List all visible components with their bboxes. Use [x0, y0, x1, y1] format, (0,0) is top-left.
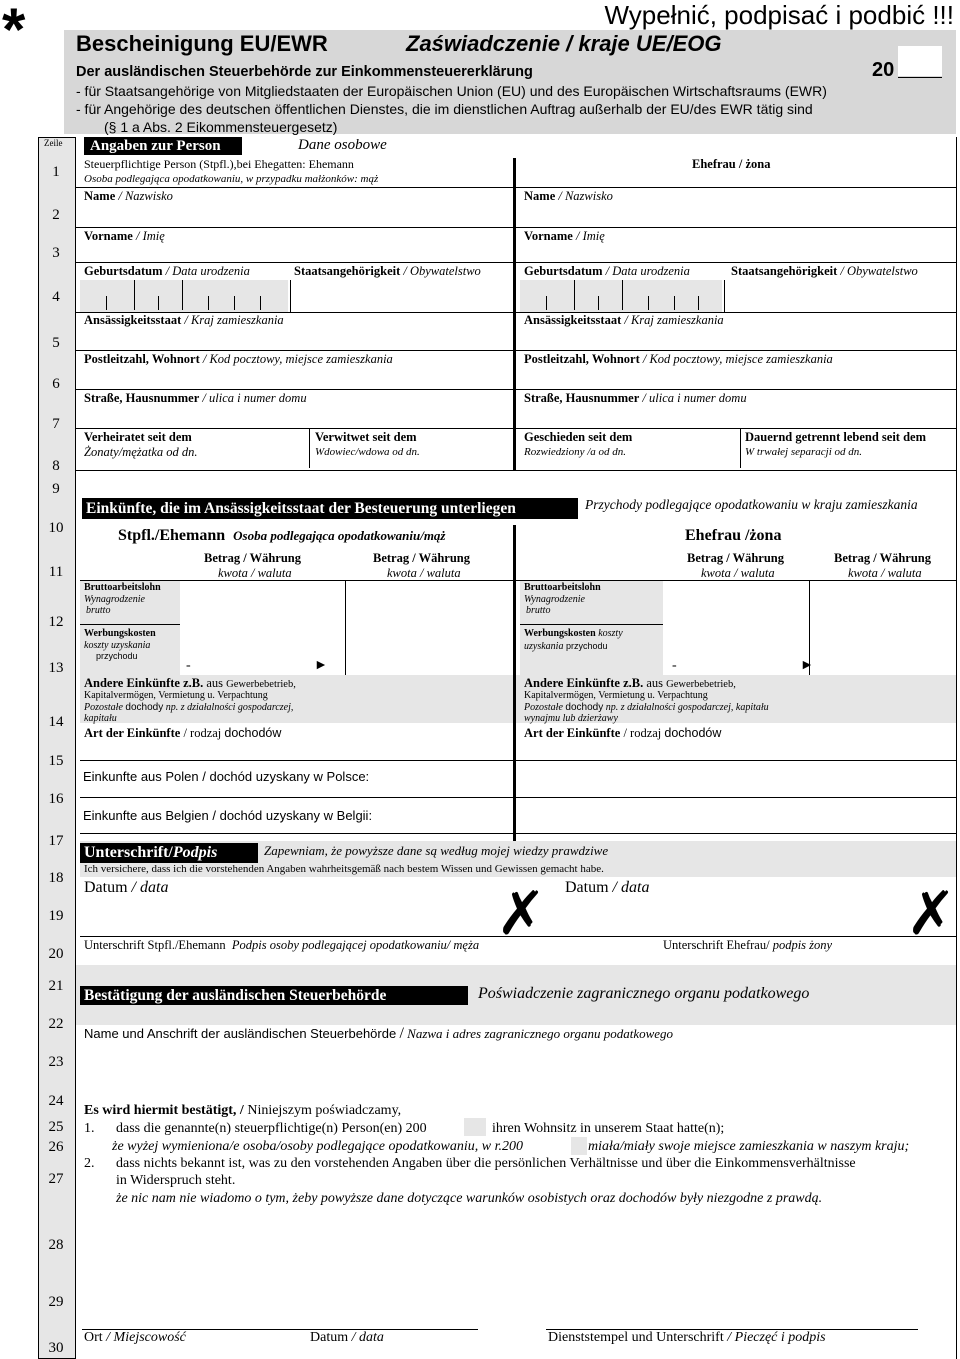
row-number: 27 [48, 1171, 64, 1187]
status-divider [740, 428, 741, 468]
other-income-pl2: np. z działalności gospodarczej, kapitału [605, 702, 769, 713]
birth-label-de: Geburtsdatum [84, 264, 163, 278]
other-income-aus: aus [646, 676, 664, 690]
item1-de-b: ihren Wohnsitz in unserem Staat hatte(n); [492, 1121, 725, 1136]
item2-number: 2. [84, 1156, 95, 1171]
nation-label-left [294, 264, 481, 279]
costs-amount-field[interactable] [666, 626, 806, 656]
residence-field-husband[interactable] [80, 329, 510, 349]
item1-pl-b: miała/miały swoje miejsce zamieszkania w naszym kraju; [588, 1139, 910, 1154]
street-label-de: Straße, Hausnummer [84, 391, 200, 405]
row-line [76, 227, 956, 228]
date-label-husband [84, 879, 168, 897]
amount-label-pl: kwota / waluta [218, 566, 292, 580]
residence-label-pl: / Kraj zamieszkania [624, 313, 724, 327]
confirm-intro [84, 1103, 401, 1119]
residence-label-de: Ansässigkeitsstaat [524, 313, 622, 327]
stamp-pl: / Pieczęć i podpis [727, 1330, 826, 1345]
married-label-pl: Żonaty/mężatka od dn. [84, 445, 198, 459]
gross-amount-field[interactable] [666, 582, 806, 622]
gross-currency-field[interactable] [352, 582, 510, 622]
minus-sign: - [672, 658, 677, 673]
income-wife-label: Ehefrau /żona [685, 527, 782, 544]
row-number: 11 [48, 564, 64, 580]
postal-label-de: Postleitzahl, Wohnort [84, 352, 200, 366]
income-type-field-husband[interactable] [80, 742, 510, 760]
row-number: 21 [48, 978, 64, 994]
postal-label-left [84, 352, 393, 367]
row-number: 8 [52, 458, 60, 474]
row-line [76, 428, 956, 429]
row-line [76, 262, 956, 263]
bullet-law-ref: (§ 1 a Abs. 2 Eikommensteuergesetz) [104, 119, 338, 135]
row-number: 13 [48, 660, 64, 676]
arrow-icon: ► [314, 658, 328, 673]
name-label-right [524, 189, 613, 204]
amount-label: Betrag / Währung [204, 551, 301, 565]
income-header [82, 498, 578, 519]
divorced-label-pl: Rozwiedziony /a od dn. [524, 446, 627, 458]
postal-label-de: Postleitzahl, Wohnort [524, 352, 640, 366]
name-field-wife[interactable] [520, 205, 950, 227]
date-tick [648, 296, 649, 310]
costs-label-pl: koszty [598, 628, 623, 639]
row-line [80, 624, 180, 625]
stamp-label [548, 1330, 826, 1346]
status-divider [309, 428, 310, 468]
row-number: 28 [48, 1237, 64, 1253]
signature-husband-pl: Podpis osoby podlegającej opodatkowaniu/ męża [231, 938, 480, 952]
other-income-aus: aus [206, 676, 224, 690]
other-income-pl3: wynajmu lub dzierżawy [524, 713, 618, 724]
row-number: 19 [48, 908, 64, 924]
gross-label-pl1: Wynagrodzenie [524, 594, 585, 605]
income-type-label [84, 726, 281, 741]
other-income-pl2: np. z działalności gospodarczej, [165, 702, 294, 713]
other-income-de3: Kapitalvermögen, Vermietung u. Verpachtung [84, 690, 268, 701]
row-number: 17 [48, 833, 64, 849]
item1-number: 1. [84, 1121, 95, 1136]
birth-nation-divider [724, 280, 725, 312]
costs-currency-field[interactable] [352, 626, 510, 656]
authority-name-slash: / [399, 1025, 404, 1042]
row-number: 22 [48, 1016, 64, 1032]
other-income-pl3: kapitału [84, 713, 117, 724]
costs-label-pl2: przychodu [565, 641, 608, 651]
postal-field-wife[interactable] [520, 368, 950, 388]
belgium-income-label: Einkunfte aus Belgien / dochód uzyskany w Belgii: [83, 808, 373, 823]
asterisk-mark: * [2, 0, 26, 63]
date-tick [106, 296, 107, 310]
row-number: 10 [48, 520, 64, 536]
residence-label-pl: / Kraj zamieszkania [184, 313, 284, 327]
bullet-eu: - für Staatsangehörige von Mitgliedstaaten der Europäischen Union (EU) und des Europäischen Wirtschaftsraums (EWR) [76, 83, 827, 99]
birth-label-pl: / Data urodzenia [165, 264, 250, 278]
confirm-pl: Niniejszym poświadczamy, [247, 1103, 402, 1118]
birthdate-field-husband[interactable] [80, 280, 288, 312]
residence-label-de: Ansässigkeitsstaat [84, 313, 182, 327]
costs-label: Werbungskosten [84, 628, 156, 639]
row-number: 4 [52, 289, 60, 305]
row-line [76, 187, 956, 188]
income-type-pl2: dochodów [664, 726, 722, 740]
other-income-de3: Kapitalvermögen, Vermietung u. Verpachtung [524, 690, 708, 701]
costs-label-pl1: koszty uzyskania [84, 640, 151, 651]
income-divider [513, 525, 516, 841]
other-income-pl1: Pozostałe [524, 702, 563, 713]
row-number: 23 [48, 1054, 64, 1070]
date-label-de: Datum [565, 879, 609, 896]
date-label-wife [565, 879, 649, 897]
other-income-de: Andere Einkünfte z.B. [84, 676, 204, 690]
income-type-pl: / rodzaj [623, 726, 662, 740]
name-label-de: Name [84, 189, 116, 203]
date-tick [260, 296, 261, 310]
row-number: 12 [48, 614, 64, 630]
income-type-pl: / rodzaj [183, 726, 222, 740]
bullet-public-service: - für Angehörige des deutschen öffentlichen Dienstes, die im dienstlichen Auftrag außerhalb der EU/des EWR tätig sind [76, 101, 813, 117]
confirm-de: Es wird hiermit bestätigt, / [84, 1103, 244, 1118]
signature-x-icon: ✗ [906, 879, 957, 949]
residence-label-right [524, 313, 724, 328]
amount-label: Betrag / Währung [834, 551, 931, 565]
nation-label-de: Staatsangehörigkeit [731, 264, 838, 278]
authority-header-pl: Poświadczenie zagranicznego organu podatkowego [478, 985, 810, 1002]
date-tick [598, 296, 599, 310]
row-number: 16 [48, 791, 64, 807]
row-number: 15 [48, 753, 64, 769]
date-tick [182, 280, 183, 310]
nationality-field-husband[interactable] [292, 280, 510, 312]
authority-name-de: Name und Anschrift der ausländischen Steuerbehörde [84, 1026, 397, 1041]
place-de: Ort [84, 1330, 103, 1345]
signature-husband-de: Unterschrift Stpfl./Ehemann [84, 938, 226, 952]
nation-label-pl: / Obywatelstwo [403, 264, 481, 278]
vorname-field-wife[interactable] [520, 245, 950, 263]
item2-pl: że nic nam nie wiadomo o tym, żeby powyższe dane dotyczące warunków osobistych oraz dochodów były niezgodne z prawdą. [116, 1191, 823, 1206]
costs-currency-field[interactable] [812, 626, 952, 656]
item1-de-a: dass die genannte(n) steuerpflichtige(n) Person(en) 200 [116, 1121, 427, 1136]
form-right-border [956, 137, 957, 1359]
date-label-pl: / data [131, 879, 169, 896]
income-type-de: Art der Einkünfte [84, 726, 181, 740]
authority-date-de: Datum [310, 1330, 349, 1345]
vorname-label-pl: / Imię [135, 229, 165, 243]
row-line [520, 624, 663, 625]
authority-date-label [310, 1330, 384, 1346]
date-tick [234, 296, 235, 310]
date-tick [622, 280, 623, 310]
name-label-pl: / Nazwisko [558, 189, 613, 203]
postal-label-right [524, 352, 833, 367]
gross-label-pl2: brutto [86, 605, 111, 616]
taxpayer-label: Steuerpflichtige Person (Stpfl.),bei Ehegatten: Ehemann [84, 157, 354, 171]
widowed-label: Verwitwet seit dem [315, 430, 417, 444]
other-income-de2: Gewerbebetrieb, [226, 679, 296, 690]
year-prefix: 20 [872, 59, 895, 81]
birth-label-pl: / Data urodzenia [605, 264, 690, 278]
income-type-pl2: dochodów [224, 726, 282, 740]
amount-label: Betrag / Währung [373, 551, 470, 565]
vorname-label-pl: / Imię [575, 229, 605, 243]
stamp-field[interactable] [80, 1215, 952, 1325]
row-number: 14 [48, 714, 64, 730]
amount-label: Betrag / Währung [687, 551, 784, 565]
gross-label-pl1: Wynagrodzenie [84, 594, 145, 605]
income-husband-de: Stpfl./Ehemann [118, 527, 226, 544]
vorname-label-left [84, 229, 165, 244]
income-col-divider [345, 580, 346, 675]
signature-wife-pl: podpis żony [772, 938, 833, 952]
signature-wife-label [663, 938, 832, 953]
date-field-wife[interactable] [560, 898, 900, 934]
nation-label-de: Staatsangehörigkeit [294, 264, 401, 278]
vorname-label-de: Vorname [524, 229, 573, 243]
vorname-label-de: Vorname [84, 229, 133, 243]
divorced-label: Geschieden seit dem [524, 430, 633, 444]
other-income-pl-word: dochody [125, 702, 164, 713]
widowed-label-pl: Wdowiec/wdowa od dn. [315, 446, 420, 458]
top-note: Wypełnić, podpisać i podbić !!! [604, 0, 954, 30]
income-husband-pl: Osoba podlegająca opodatkowaniu/mąż [233, 528, 446, 543]
signature-header-de: Unterschrift/ [84, 844, 173, 861]
date-tick [546, 296, 547, 310]
row-line [80, 760, 956, 761]
row-line [80, 797, 956, 798]
postal-label-pl: / Kod pocztowy, miejsce zamieszkania [642, 352, 833, 366]
authority-name-label [84, 1025, 673, 1043]
date-field-husband[interactable] [80, 898, 500, 934]
residence-label-left [84, 313, 284, 328]
date-tick [208, 296, 209, 310]
date-tick [134, 280, 135, 310]
costs-amount-field[interactable] [182, 626, 342, 656]
person-header-de: Angaben zur Person [90, 138, 221, 154]
other-income-pl-word: dochody [565, 702, 604, 713]
amount-label-pl: kwota / waluta [701, 566, 775, 580]
row-number: 5 [52, 335, 60, 351]
signature-husband-label [84, 938, 479, 953]
taxpayer-label-pl: Osoba podlegająca opodatkowaniu, w przypadku małżonków: mąż [84, 173, 379, 185]
vorname-field-husband[interactable] [80, 245, 510, 263]
costs-label-right-pl [524, 640, 607, 653]
married-label: Verheiratet seit dem [84, 430, 192, 444]
stamp-de: Dienststempel und Unterschrift [548, 1330, 724, 1345]
nationality-field-wife[interactable] [726, 280, 952, 312]
row-number: 18 [48, 870, 64, 886]
name-label-pl: / Nazwisko [118, 189, 173, 203]
income-header-de: Einkünfte, die im Ansässigkeitsstaat der Besteuerung unterliegen [86, 500, 516, 517]
gross-label: Bruttoarbeitslohn [524, 582, 601, 593]
arrow-icon: ► [800, 658, 814, 673]
date-tick [574, 280, 575, 310]
postal-field-husband[interactable] [80, 368, 510, 388]
year-input-box[interactable] [898, 46, 942, 76]
other-income-de2: Gewerbebetrieb, [666, 679, 736, 690]
gross-label: Bruttoarbeitslohn [84, 582, 161, 593]
birth-label-de: Geburtsdatum [524, 264, 603, 278]
zeile-label: Zeile [44, 138, 63, 148]
vorname-label-right [524, 229, 605, 244]
date-label-de: Datum [84, 879, 128, 896]
birth-nation-divider [290, 280, 291, 312]
street-label-left [84, 391, 307, 406]
row-number: 25 [48, 1119, 64, 1135]
assurance-de: Ich versichere, dass ich die vorstehenden Angaben wahrheitsgemäß nach bestem Wissen und Gewissen gemacht habe. [84, 863, 604, 875]
authority-name-pl: Nazwa i adres zagranicznego organu podatkowego [407, 1026, 674, 1041]
gross-currency-field[interactable] [812, 582, 952, 622]
title-de: Bescheinigung EU/EWR [76, 31, 328, 56]
street-field-wife[interactable] [520, 407, 950, 427]
person-header-pl: Dane osobowe [298, 137, 387, 153]
year-underline [898, 77, 942, 78]
row-number: 9 [52, 481, 60, 497]
gross-label-pl2: brutto [526, 605, 551, 616]
other-income-de: Andere Einkünfte z.B. [524, 676, 644, 690]
income-type-field-wife[interactable] [520, 742, 950, 760]
income-header-pl: Przychody podlegające opodatkowaniu w kraju zamieszkania [585, 497, 918, 512]
residence-field-wife[interactable] [520, 329, 950, 349]
row-line [76, 470, 956, 471]
signature-wife-de: Unterschrift Ehefrau/ [663, 938, 770, 952]
person-header [84, 137, 242, 155]
row-line [80, 580, 956, 581]
nation-label-right [731, 264, 918, 279]
other-income-pl1: Pozostałe [84, 702, 123, 713]
wife-label: Ehefrau / żona [692, 157, 771, 171]
minus-sign: - [186, 658, 191, 673]
birth-label-right [524, 264, 690, 279]
signature-line [80, 936, 956, 937]
name-field-husband[interactable] [80, 205, 510, 227]
subtitle: Der ausländischen Steuerbehörde zur Einkommensteuererklärung [76, 64, 533, 80]
signature-header [80, 843, 258, 863]
street-label-de: Straße, Hausnummer [524, 391, 640, 405]
authority-date-pl: / data [351, 1330, 384, 1345]
place-pl: / Miejscowość [106, 1330, 186, 1345]
costs-label-pl: uzyskania [524, 641, 564, 652]
item2-de2: in Widerspruch steht. [116, 1173, 236, 1188]
center-divider [513, 158, 516, 470]
date-tick [674, 296, 675, 310]
row-number: 26 [48, 1139, 64, 1155]
amount-label-pl: kwota / waluta [387, 566, 461, 580]
gross-amount-field[interactable] [182, 582, 342, 622]
separated-label: Dauernd getrennt lebend seit dem [745, 430, 927, 444]
row-line [76, 350, 956, 351]
row-number: 2 [52, 207, 60, 223]
date-tick [158, 296, 159, 310]
row-number: 30 [48, 1340, 64, 1356]
row-number: 3 [52, 245, 60, 261]
place-label [84, 1330, 186, 1346]
street-field-husband[interactable] [80, 407, 510, 427]
row-number: 7 [52, 416, 60, 432]
income-husband-label [118, 527, 446, 545]
authority-name-field[interactable] [80, 1046, 952, 1096]
date-tick [698, 296, 699, 310]
income-type-label [524, 726, 721, 741]
name-label-de: Name [524, 189, 556, 203]
costs-label-pl2: przychodu [96, 651, 138, 661]
birthdate-field-wife[interactable] [520, 280, 722, 312]
year-field-de[interactable] [464, 1118, 486, 1136]
title-pl: Zaświadczenie / kraje UE/EOG [406, 31, 722, 56]
separated-label-pl: W trwałej separacji od dn. [745, 446, 863, 458]
street-label-pl: / ulica i numer domu [202, 391, 307, 405]
year-field-pl[interactable] [571, 1137, 587, 1155]
birth-label-left [84, 264, 250, 279]
row-number: 1 [52, 164, 60, 180]
street-label-pl: / ulica i numer domu [642, 391, 747, 405]
name-label-left [84, 189, 173, 204]
row-line [76, 389, 956, 390]
income-col-divider [809, 580, 810, 675]
date-label-pl: / data [612, 879, 650, 896]
authority-header [80, 986, 468, 1005]
signature-header-pl: Podpis [172, 844, 218, 861]
assurance-pl: Zapewniam, że powyższe dane są według mojej wiedzy prawdziwe [264, 843, 609, 858]
row-number: 29 [48, 1294, 64, 1310]
item2-de: dass nichts bekannt ist, was zu den vorstehenden Angaben über die persönlichen Verhältnisse und über die Einkommensverhältnisse [116, 1156, 856, 1171]
nation-label-pl: / Obywatelstwo [840, 264, 918, 278]
amount-label-pl: kwota / waluta [848, 566, 922, 580]
row-number: 6 [52, 376, 60, 392]
row-number: 24 [48, 1093, 64, 1109]
row-number: 20 [48, 946, 64, 962]
postal-label-pl: / Kod pocztowy, miejsce zamieszkania [202, 352, 393, 366]
authority-header-de: Bestätigung der ausländischen Steuerbehörde [84, 987, 387, 1004]
poland-income-label: Einkunfte aus Polen / dochód uzyskany w Polsce: [83, 769, 370, 784]
signature-x-icon: ✗ [496, 879, 547, 949]
row-line [80, 833, 956, 834]
income-type-de: Art der Einkünfte [524, 726, 621, 740]
costs-label-de: Werbungskosten [524, 628, 596, 639]
costs-label-right [524, 628, 623, 640]
item1-pl-a: że wyżej wymieniona/e osoba/osoby podlegające opodatkowaniu, w r.200 [112, 1139, 524, 1154]
street-label-right [524, 391, 747, 406]
